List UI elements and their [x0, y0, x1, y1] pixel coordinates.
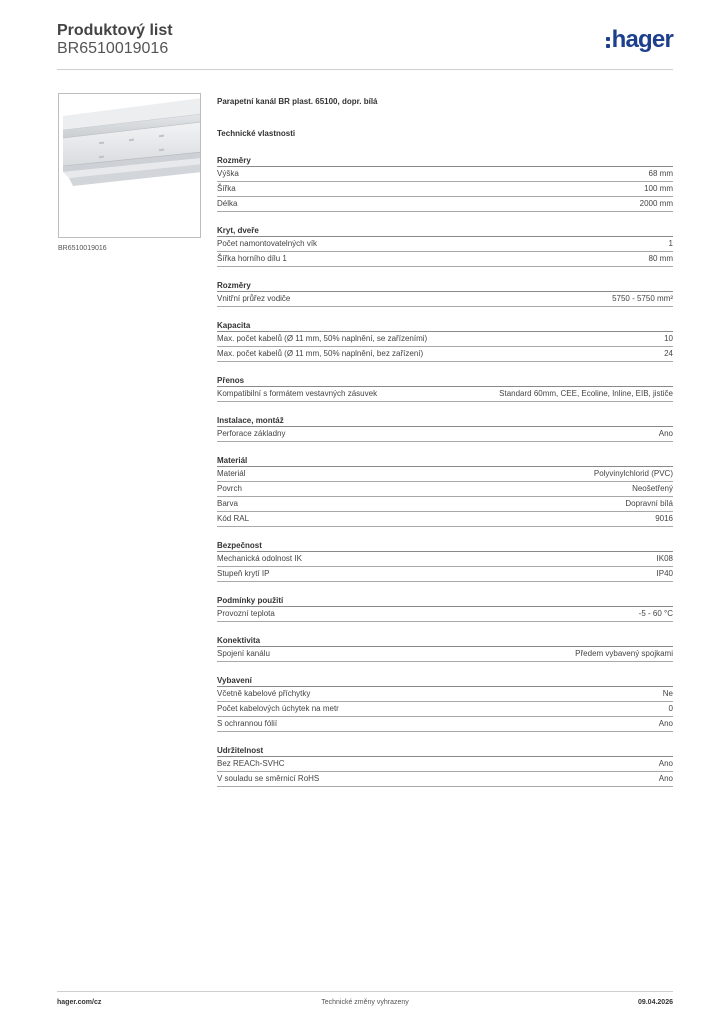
group-title: Vybavení	[217, 675, 673, 687]
property-groups	[217, 155, 673, 787]
property-label: Perforace základny	[217, 429, 286, 438]
property-value: 24	[664, 349, 673, 358]
property-value: Ano	[658, 429, 673, 438]
property-row	[217, 512, 673, 527]
property-group	[217, 540, 673, 582]
property-row	[217, 292, 673, 307]
property-value: Ne	[662, 689, 673, 698]
property-value: Standard 60mm, CEE, Ecoline, Inline, EIB, jističe	[499, 389, 673, 398]
product-name: Parapetní kanál BR plast. 65100, dopr. bílá	[217, 97, 378, 106]
property-label: Počet namontovatelných vík	[217, 239, 318, 248]
property-label: Max. počet kabelů (Ø 11 mm, 50% naplnění, bez zařízení)	[217, 349, 424, 358]
logo-text: hager	[611, 26, 673, 53]
property-group	[217, 280, 673, 307]
property-row	[217, 567, 673, 582]
property-label: Šířka horního dílu 1	[217, 254, 287, 263]
property-row	[217, 757, 673, 772]
property-group	[217, 745, 673, 787]
property-value: 80 mm	[648, 254, 673, 263]
property-label: Výška	[217, 169, 239, 178]
property-row	[217, 497, 673, 512]
property-label: Mechanická odolnost IK	[217, 554, 302, 563]
technical-properties-heading: Technické vlastnosti	[217, 129, 296, 138]
group-title: Kryt, dveře	[217, 225, 673, 237]
group-title: Kapacita	[217, 320, 673, 332]
property-value: 5750 - 5750 mm²	[612, 294, 673, 303]
property-row	[217, 702, 673, 717]
page-header	[57, 22, 673, 70]
property-group	[217, 320, 673, 362]
cable-trunking-icon	[59, 94, 201, 238]
group-title: Instalace, montáž	[217, 415, 673, 427]
property-row	[217, 482, 673, 497]
property-row	[217, 167, 673, 182]
footer-notice: Technické změny vyhrazeny	[321, 999, 409, 1006]
property-group	[217, 635, 673, 662]
property-label: S ochrannou fólií	[217, 719, 278, 728]
property-value: -5 - 60 °C	[638, 609, 673, 618]
property-label: Kód RAL	[217, 514, 250, 523]
property-label: Vnitřní průřez vodiče	[217, 294, 291, 303]
property-value: Ano	[658, 719, 673, 728]
property-value: IK08	[656, 554, 673, 563]
property-value: Ano	[658, 759, 673, 768]
property-label: Provozní teplota	[217, 609, 275, 618]
hager-logo	[606, 27, 673, 53]
property-label: Povrch	[217, 484, 242, 493]
group-title: Materiál	[217, 455, 673, 467]
property-label: Stupeň krytí IP	[217, 569, 270, 578]
group-title: Rozměry	[217, 155, 673, 167]
property-label: Počet kabelových úchytek na metr	[217, 704, 339, 713]
property-value: Ano	[658, 774, 673, 783]
group-title: Konektivita	[217, 635, 673, 647]
group-title: Bezpečnost	[217, 540, 673, 552]
property-value: 100 mm	[644, 184, 673, 193]
group-title: Rozměry	[217, 280, 673, 292]
property-value: Předem vybavený spojkami	[575, 649, 673, 658]
property-group	[217, 155, 673, 212]
property-value: 68 mm	[648, 169, 673, 178]
property-row	[217, 237, 673, 252]
property-row	[217, 332, 673, 347]
property-label: Max. počet kabelů (Ø 11 mm, 50% naplnění, se zařízeními)	[217, 334, 428, 343]
property-group	[217, 375, 673, 402]
page-footer	[57, 991, 673, 1007]
property-label: Barva	[217, 499, 238, 508]
property-row	[217, 772, 673, 787]
property-value: Polyvinylchlorid (PVC)	[593, 469, 673, 478]
property-value: 1	[668, 239, 673, 248]
property-group	[217, 595, 673, 622]
property-row	[217, 197, 673, 212]
property-value: 0	[668, 704, 673, 713]
document-title: Produktový list	[57, 22, 173, 39]
property-group	[217, 415, 673, 442]
property-label: Šířka	[217, 184, 236, 193]
property-value: 10	[664, 334, 673, 343]
property-label: Spojení kanálu	[217, 649, 270, 658]
property-label: Včetně kabelové příchytky	[217, 689, 311, 698]
property-row	[217, 687, 673, 702]
property-row	[217, 347, 673, 362]
property-row	[217, 182, 673, 197]
specification-section	[217, 97, 673, 800]
property-row	[217, 717, 673, 732]
property-label: Bez REACh-SVHC	[217, 759, 285, 768]
property-group	[217, 455, 673, 527]
property-value: Neošetřený	[632, 484, 673, 493]
property-value: 9016	[655, 514, 673, 523]
property-value: IP40	[656, 569, 673, 578]
property-group	[217, 225, 673, 267]
property-label: Materiál	[217, 469, 246, 478]
group-title: Podmínky použití	[217, 595, 673, 607]
property-label: V souladu se směrnicí RoHS	[217, 774, 320, 783]
property-row	[217, 552, 673, 567]
property-row	[217, 387, 673, 402]
property-row	[217, 647, 673, 662]
property-value: 2000 mm	[639, 199, 673, 208]
property-row	[217, 427, 673, 442]
property-label: Délka	[217, 199, 238, 208]
property-value: Dopravní bílá	[625, 499, 673, 508]
group-title: Přenos	[217, 375, 673, 387]
product-image	[58, 93, 201, 238]
property-row	[217, 252, 673, 267]
property-row	[217, 467, 673, 482]
group-title: Udržitelnost	[217, 745, 673, 757]
product-number: BR6510019016	[57, 40, 169, 57]
footer-website[interactable]: hager.com/cz	[57, 999, 102, 1006]
property-group	[217, 675, 673, 732]
property-row	[217, 607, 673, 622]
image-caption: BR6510019016	[58, 245, 107, 252]
footer-date: 09.04.2026	[637, 999, 673, 1006]
property-label: Kompatibilní s formátem vestavných zásuvek	[217, 389, 378, 398]
logo-dots-icon	[606, 37, 610, 48]
